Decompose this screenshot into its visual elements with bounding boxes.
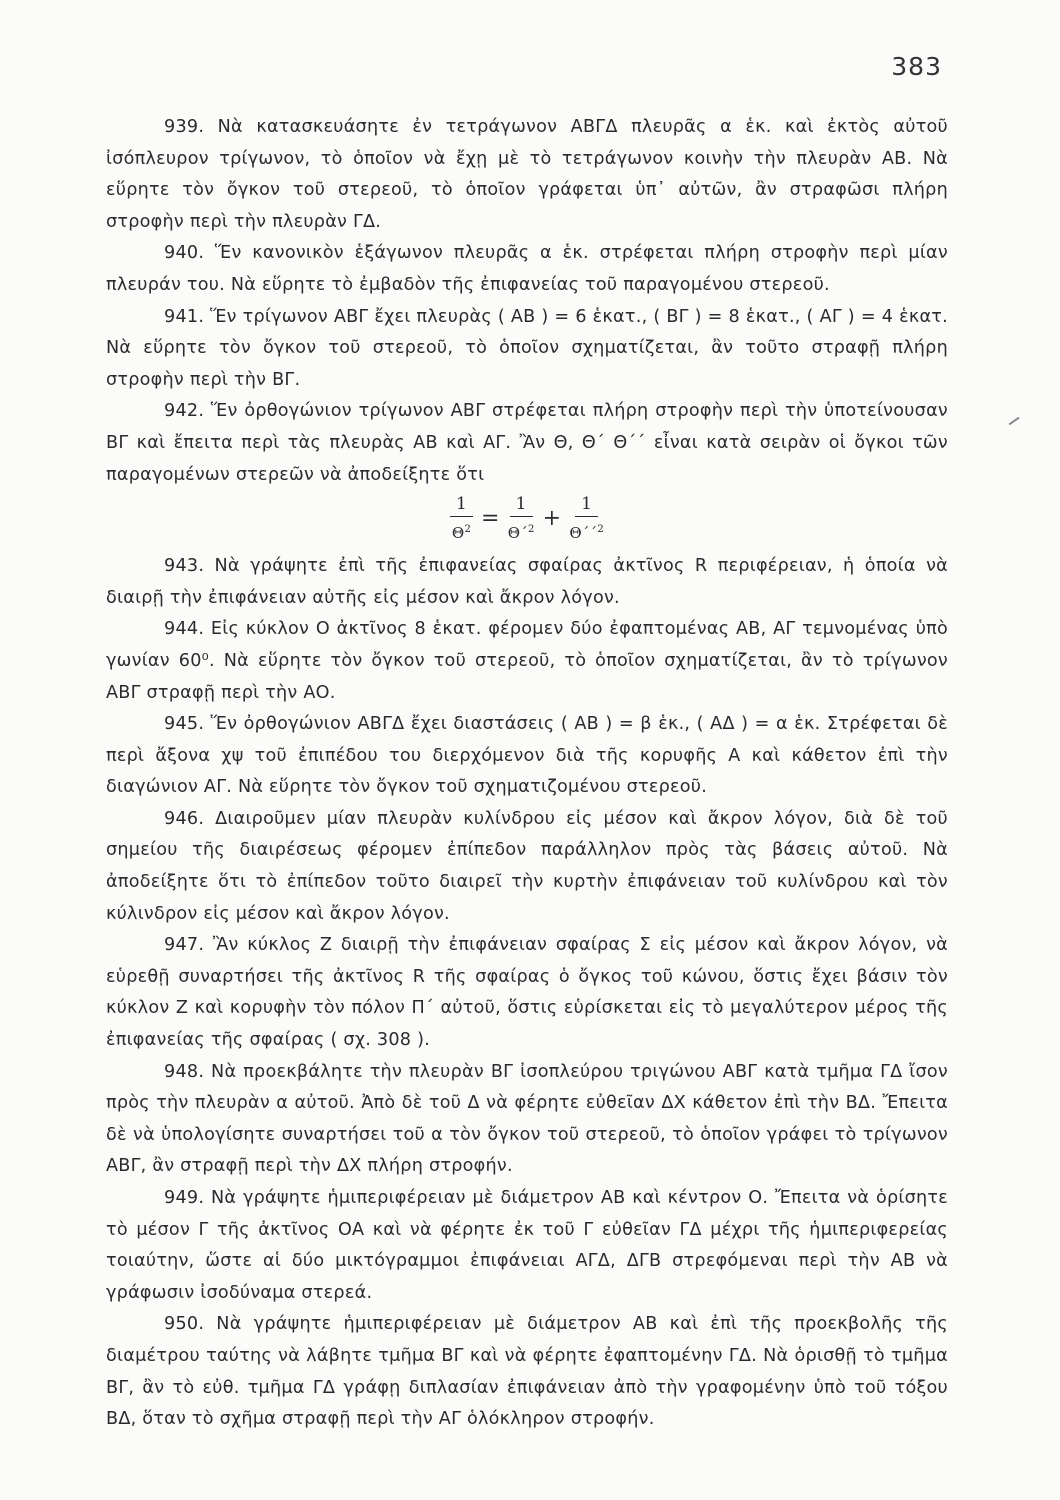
exponent: 2	[528, 524, 535, 536]
fraction-lhs	[450, 494, 473, 544]
fraction-denominator	[508, 517, 535, 544]
theta-double-prime-symbol: Θ΄΄	[569, 524, 598, 543]
problem-945: 945. Ἕν ὀρθογώνιον ΑΒΓΔ ἔχει διαστάσεις ( ΑΒ ) = β ἑκ., ( ΑΔ ) = α ἑκ. Στρέφεται δὲ περὶ ἄξονα χψ τοῦ ἐπιπέδου του διερχόμενον διὰ τῆς κορυφῆς Α καὶ κάθετον ἐπὶ τὴν διαγώνιον ΑΓ. Νὰ εὕρητε τὸν ὄγκον τοῦ σχηματιζομένου στερεοῦ.	[106, 714, 948, 798]
exponent: 2	[597, 524, 605, 536]
fraction-denominator	[569, 517, 604, 544]
fraction-term-2	[569, 494, 604, 544]
theta-symbol: Θ	[451, 524, 465, 543]
problem-946: 946. Διαιροῦμεν μίαν πλευρὰν κυλίνδρου εἰς μέσον καὶ ἄκρον λόγον, διὰ δὲ τοῦ σημείου τῆς διαιρέσεως φέρομεν ἐπίπεδον παράλληλον πρὸς τὰς βάσεις αὐτοῦ. Νὰ ἀποδείξητε ὅτι τὸ ἐπίπεδον τοῦτο διαιρεῖ τὴν κυρτὴν ἐπιφάνειαν τοῦ κυλίνδρου καὶ τὸν κύλινδρον εἰς μέσον καὶ ἄκρον λόγον.	[106, 808, 948, 924]
fraction-numerator: 1	[510, 494, 533, 517]
fraction-numerator: 1	[575, 494, 598, 517]
problem-942: 942. Ἕν ὀρθογώνιον τρίγωνον ΑΒΓ στρέφεται πλήρη στροφὴν περὶ τὴν ὑποτείνουσαν ΒΓ καὶ ἔπειτα περὶ τὰς πλευρὰς ΑΒ καὶ ΑΓ. Ἂν Θ, Θ΄ Θ΄΄ εἶναι κατὰ σειρὰν οἱ ὄγκοι τῶν παραγομένων στερεῶν νὰ ἀποδείξητε ὅτι	[106, 401, 948, 485]
exercise-list	[106, 112, 948, 1436]
theta-prime-symbol: Θ΄	[507, 524, 529, 543]
problem-941: 941. Ἕν τρίγωνον ΑΒΓ ἔχει πλευρὰς ( ΑΒ ) = 6 ἑκατ., ( ΒΓ ) = 8 ἑκατ., ( ΑΓ ) = 4 ἑκατ. Νὰ εὕρητε τὸν ὄγκον τοῦ στερεοῦ, τὸ ὁποῖον σχηματίζεται, ἂν τοῦτο στραφῇ πλήρη στροφὴν περὶ τὴν ΒΓ.	[106, 306, 948, 390]
problem-940: 940. Ἕν κανονικὸν ἑξάγωνον πλευρᾶς α ἑκ. στρέφεται πλήρη στροφὴν περὶ μίαν πλευράν του. Νὰ εὕρητε τὸ ἐμβαδὸν τῆς ἐπιφανείας τοῦ παραγομένου στερεοῦ.	[106, 243, 948, 295]
margin-pencil-mark	[1009, 417, 1020, 425]
fraction-numerator: 1	[450, 494, 473, 517]
problem-950: 950. Νὰ γράψητε ἡμιπεριφέρειαν μὲ διάμετρον ΑΒ καὶ ἐπὶ τῆς προεκβολῆς τῆς διαμέτρου ταύτης νὰ λάβητε τμῆμα ΒΓ καὶ νὰ φέρητε ἐφαπτομένην ΓΔ. Νὰ ὁρισθῇ τὸ τμῆμα ΒΓ, ἂν τὸ εὐθ. τμῆμα ΓΔ γράφῃ διπλασίαν ἐπιφάνειαν ἀπὸ τὴν γραφομένην ὑπὸ τοῦ τόξου ΒΔ, ὅταν τὸ σχῆμα στραφῇ περὶ τὴν ΑΓ ὁλόκληρον στροφήν.	[106, 1314, 948, 1430]
problem-939: 939. Νὰ κατασκευάσητε ἐν τετράγωνον ΑΒΓΔ πλευρᾶς α ἑκ. καὶ ἐκτὸς αὐτοῦ ἰσόπλευρον τρίγωνον, τὸ ὁποῖον νὰ ἔχῃ μὲ τὸ τετράγωνον κοινὴν τὴν πλευρὰν ΑΒ. Νὰ εὕρητε τὸν ὄγκον τοῦ στερεοῦ, τὸ ὁποῖον γράφεται ὑπ᾽ αὐτῶν, ἂν στραφῶσι πλήρη στροφὴν περὶ τὴν πλευρὰν ΓΔ.	[106, 117, 948, 232]
page-number: 383	[891, 52, 942, 81]
problem-949: 949. Νὰ γράψητε ἡμιπεριφέρειαν μὲ διάμετρον ΑΒ καὶ κέντρον Ο. Ἔπειτα νὰ ὁρίσητε τὸ μέσον Γ τῆς ἀκτῖνος ΟΑ καὶ νὰ φέρητε ἐκ τοῦ Γ εὐθεῖαν ΓΔ μέχρι τῆς ἡμιπεριφερείας τοιαύτην, ὥστε αἱ δύο μικτόγραμμοι ἐπιφάνειαι ΑΓΔ, ΔΓΒ στρεφόμεναι περὶ τὴν ΑΒ νὰ γράφωσιν ἰσοδύναμα στερεά.	[106, 1188, 948, 1303]
problem-947: 947. Ἂν κύκλος Ζ διαιρῇ τὴν ἐπιφάνειαν σφαίρας Σ εἰς μέσον καὶ ἄκρον λόγον, νὰ εὑρεθῇ συναρτήσει τῆς ἀκτῖνος R τῆς σφαίρας ὁ ὄγκος τοῦ κώνου, ὅστις ἔχει βάσιν τὸν κύκλον Ζ καὶ κορυφὴν τὸν πόλον Π΄ αὐτοῦ, ὅστις εὑρίσκεται εἰς τὸ μεγαλύτερον μέρος τῆς ἐπιφανείας τῆς σφαίρας ( σχ. 308 ).	[106, 935, 948, 1051]
problem-944: 944. Εἰς κύκλον Ο ἀκτῖνος 8 ἑκατ. φέρομεν δύο ἐφαπτομένας ΑΒ, ΑΓ τεμνομένας ὑπὸ γωνίαν 60⁰. Νὰ εὕρητε τὸν ὄγκον τοῦ στερεοῦ, τὸ ὁποῖον σχηματίζεται, ἂν τὸ τρίγωνον ΑΒΓ στραφῇ περὶ τὴν ΑΟ.	[106, 619, 948, 703]
fraction-term-1	[508, 494, 535, 544]
fraction-denominator	[452, 517, 471, 544]
formula-942	[106, 489, 948, 549]
plus-sign: +	[542, 506, 562, 532]
problem-943: 943. Νὰ γράψητε ἐπὶ τῆς ἐπιφανείας σφαίρας ἀκτῖνος R περιφέρειαν, ἡ ὁποία νὰ διαιρῇ τὴν ἐπιφάνειαν αὐτῆς εἰς μέσον καὶ ἄκρον λόγον.	[106, 556, 948, 608]
problem-948: 948. Νὰ προεκβάλητε τὴν πλευρὰν ΒΓ ἰσοπλεύρου τριγώνου ΑΒΓ κατὰ τμῆμα ΓΔ ἴσον πρὸς τὴν πλευρὰν α αὐτοῦ. Ἀπὸ δὲ τοῦ Δ νὰ φέρητε εὐθεῖαν ΔΧ κάθετον ἐπὶ τὴν ΒΔ. Ἔπειτα δὲ νὰ ὑπολογίσητε συναρτήσει τοῦ α τὸν ὄγκον τοῦ στερεοῦ, τὸ ὁποῖον γράφει τὸ τρίγωνον ΑΒΓ, ἂν στραφῇ περὶ τὴν ΔΧ πλήρη στροφήν.	[106, 1061, 948, 1177]
exponent: 2	[464, 524, 472, 536]
equals-sign: =	[481, 506, 500, 532]
